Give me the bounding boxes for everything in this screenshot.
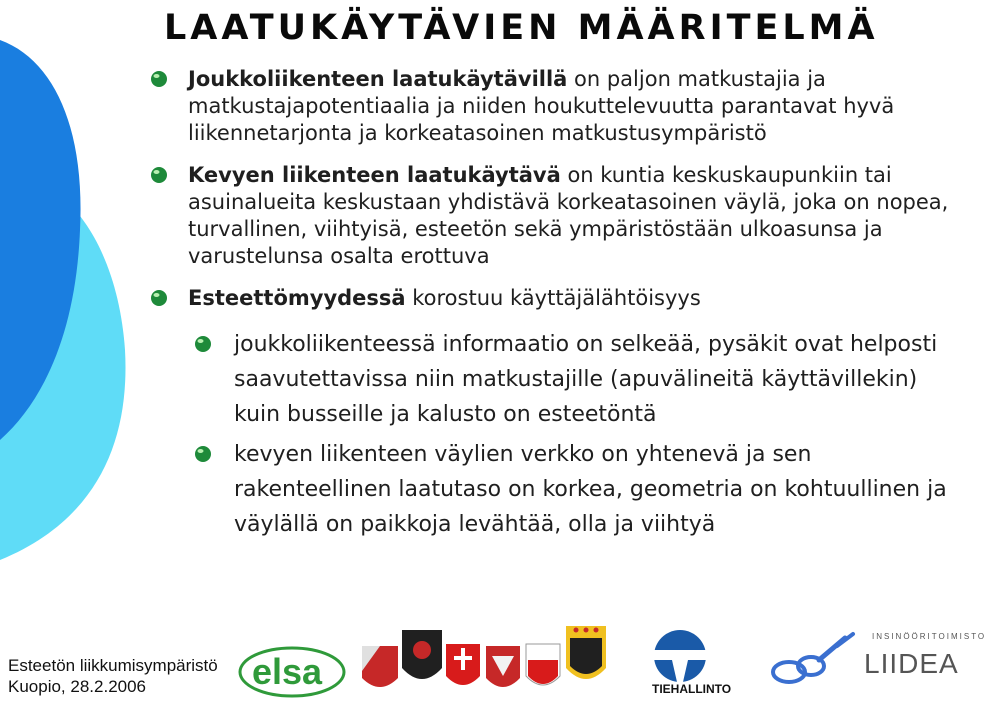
elsa-logo <box>238 640 346 700</box>
bullet-emphasis: Kevyen liikenteen laatukäytävä <box>188 163 561 187</box>
bullet-text: on kuntia keskuskaupunkiin tai asuinalueita keskustaan yhdistävä korkeatasoinen väylä, joka on nopea, turvallinen, viihtyisä, esteetön sekä ympäristöstään ulkoasunsa ja varustelunsa osalta erottuva <box>188 163 949 268</box>
sub-bullet-ball-icon <box>194 335 212 353</box>
liidea-logo-icon <box>767 626 857 696</box>
logo-strip <box>232 616 986 704</box>
sub-bullet-ball-icon <box>194 445 212 463</box>
footer-event: Esteetön liikkumisympäristö <box>8 656 218 675</box>
bullet-emphasis: Esteettömyydessä <box>188 286 406 310</box>
slide-title: LAATUKÄYTÄVIEN MÄÄRITELMÄ <box>164 8 879 48</box>
footer-date: Kuopio, 28.2.2006 <box>8 677 147 696</box>
liidea-logo-text: LIIDEA <box>864 648 959 679</box>
tiehallinto-logo-text: TIEHALLINTO <box>652 682 732 696</box>
bullet-item-3 <box>150 285 958 312</box>
bullet-emphasis: Joukkoliikenteen laatukäytävillä <box>188 67 568 91</box>
elsa-logo-text: elsa <box>252 651 323 692</box>
bullet-list <box>150 66 958 547</box>
tiehallinto-logo <box>650 628 710 684</box>
footer <box>8 655 218 697</box>
sub-bullet-item-1 <box>150 327 958 432</box>
sub-bullet-text: kevyen liikenteen väylien verkko on yhtenevä ja sen rakenteellinen laatutaso on korkea, geometria on kohtuullinen ja väylällä on paikkoja levähtää, olla ja viihtyä <box>234 442 947 537</box>
bullet-ball-icon <box>150 70 168 88</box>
bullet-item-2 <box>150 162 958 270</box>
sub-bullet-item-2 <box>150 437 958 542</box>
bullet-ball-icon <box>150 289 168 307</box>
bullet-item-1 <box>150 66 958 147</box>
liidea-logo-subtitle: INSINÖÖRITOIMISTO <box>872 632 986 641</box>
bullet-text: on paljon matkustajia ja matkustajapotentiaalia ja niiden houkuttelevuutta parantavat hyvä liikennetarjonta ja korkeatasoinen matkustusympäristö <box>188 67 895 145</box>
coats-of-arms-icon <box>358 616 648 704</box>
sub-bullet-text: joukkoliikenteessä informaatio on selkeää, pysäkit ovat helposti saavutettavissa niin matkustajille (apuvälineitä käyttävillekin) kuin busseille ja kalusto on esteetöntä <box>234 332 938 427</box>
bullet-ball-icon <box>150 166 168 184</box>
bullet-text: korostuu käyttäjälähtöisyys <box>405 286 701 310</box>
